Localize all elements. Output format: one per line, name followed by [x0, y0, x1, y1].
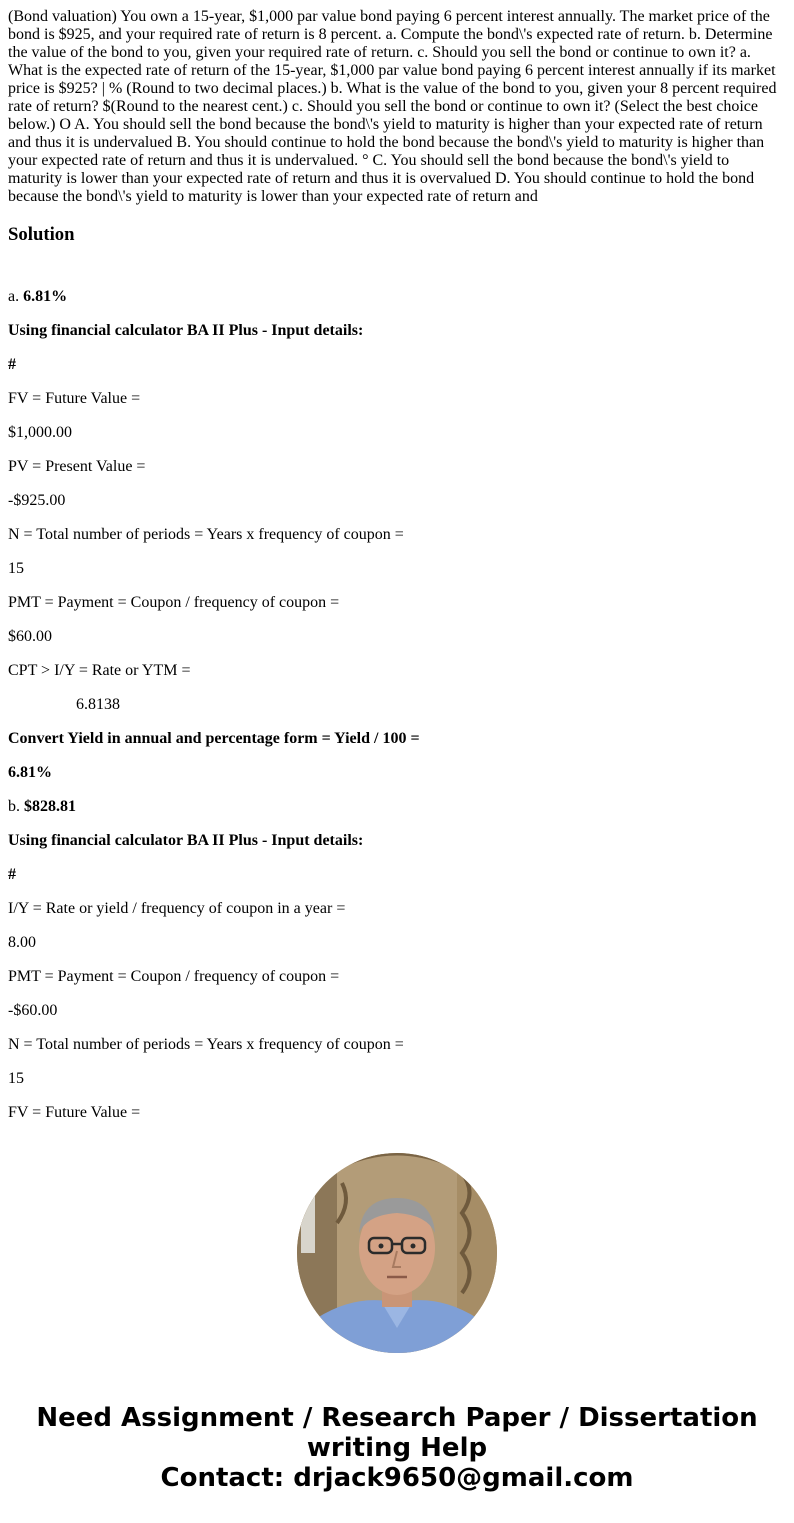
part-a-pmt-label: PMT = Payment = Coupon / frequency of coupon =: [8, 594, 340, 611]
footer-contact: Contact: drjack9650@gmail.com: [160, 1463, 634, 1493]
footer-line-2: writing Help: [306, 1433, 488, 1463]
question-text: (Bond valuation) You own a 15-year, $1,000 par value bond paying 6 percent interest annually. The market price of the bond is $925, and your required rate of return is 8 percent. a. Compute the bond\'s expected rate of return. b. Determine the value of the bond to you, given your required rate of return. c. Should you sell the bond or continue to own it? a. What is the expected rate of return of the 15-year, $1,000 par value bond paying 6 percent interest annually if its market price is $925? | % (Round to two decimal places.) b. What is the value of the bond to you, given your 8 percent required rate of return? $(Round to the nearest cent.) c. Should you sell the bond or continue to own it? (Select the best choice below.) O A. You should sell the bond because the bond\'s yield to maturity is higher than your expected rate of return and thus it is undervalued B. You should continue to hold the bond because the bond\'s yield to maturity is higher than your expected rate of return and thus it is undervalued. ° C. You should sell the bond because the bond\'s yield to maturity is lower than your expected rate of return and thus it is overvalued D. You should continue to hold the bond because the bond\'s yield to maturity is lower than your expected rate of return and: [8, 8, 777, 205]
part-a-answer: [8, 288, 786, 306]
part-b-hash: #: [8, 866, 16, 883]
document-content: [8, 8, 786, 1122]
part-a-pv-label: PV = Present Value =: [8, 458, 146, 475]
part-a-n-value: 15: [8, 560, 24, 577]
part-a-convert-value: 6.81%: [8, 764, 52, 781]
part-a-answer-value: 6.81%: [23, 288, 68, 305]
author-photo-illustration: [297, 1153, 497, 1353]
author-avatar: [297, 1153, 497, 1353]
part-b-n-value: 15: [8, 1070, 24, 1087]
part-a-fv-value: $1,000.00: [8, 424, 72, 441]
solution-body: [8, 288, 786, 1122]
part-b-pmt-label: PMT = Payment = Coupon / frequency of coupon =: [8, 968, 340, 985]
part-b-iy-label: I/Y = Rate or yield / frequency of coupon in a year =: [8, 900, 346, 917]
part-a-pv-value: -$925.00: [8, 492, 66, 509]
part-a-calc-heading: Using financial calculator BA II Plus - Input details:: [8, 322, 364, 339]
part-a-convert-label: Convert Yield in annual and percentage form = Yield / 100 =: [8, 730, 420, 747]
footer-line-1: Need Assignment / Research Paper / Dissertation: [36, 1403, 758, 1433]
part-b-answer: [8, 798, 786, 816]
part-b-pmt-value: -$60.00: [8, 1002, 58, 1019]
part-a-fv-label: FV = Future Value =: [8, 390, 141, 407]
part-b-iy-value: 8.00: [8, 934, 36, 951]
part-b-answer-value: $828.81: [24, 798, 76, 815]
part-b-fv-label: FV = Future Value =: [8, 1104, 141, 1121]
part-a-cpt-value: 6.8138: [76, 696, 120, 713]
part-b-calc-heading: Using financial calculator BA II Plus - Input details:: [8, 832, 364, 849]
part-a-hash: #: [8, 356, 16, 373]
part-a-cpt-label: CPT > I/Y = Rate or YTM =: [8, 662, 191, 679]
part-b-prefix: b.: [8, 798, 24, 815]
solution-heading: Solution: [8, 224, 75, 245]
part-b-n-label: N = Total number of periods = Years x frequency of coupon =: [8, 1036, 404, 1053]
part-a-pmt-value: $60.00: [8, 628, 52, 645]
part-a-n-label: N = Total number of periods = Years x frequency of coupon =: [8, 526, 404, 543]
part-a-prefix: a.: [8, 288, 24, 305]
footer-banner: [0, 1403, 794, 1493]
